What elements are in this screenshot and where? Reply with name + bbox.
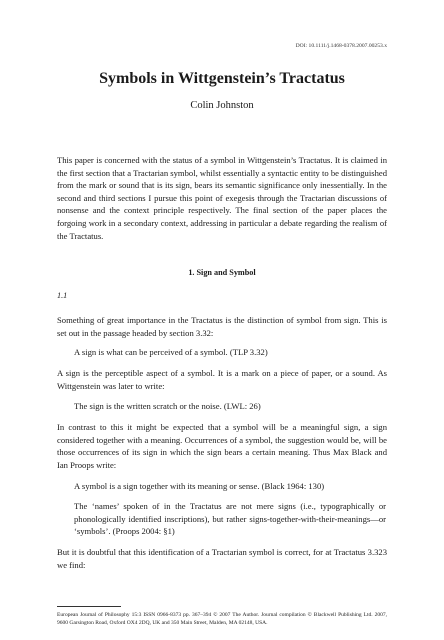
quote-3: A symbol is a sign together with its meaning or sense. (Black 1964: 130) — [74, 481, 325, 491]
abstract — [57, 154, 387, 242]
doi-line: DOI: 10.1111/j.1468-0378.2007.00253.x — [295, 43, 387, 49]
paragraph-2: A sign is the perceptible aspect of a symbol. It is a mark on a piece of paper, or a sound. As Wittgenstein was later to write: — [57, 368, 387, 391]
author-name: Colin Johnston — [190, 100, 254, 111]
quote-2: The sign is the written scratch or the noise. (LWL: 26) — [74, 401, 261, 411]
footnote-rule — [57, 606, 121, 607]
paragraph-1: Something of great importance in the Tractatus is the distinction of symbol from sign. This is set out in the passage headed by section 3.32: — [57, 315, 387, 338]
paragraph-4: But it is doubtful that this identification of a Tractarian symbol is correct, for at Tractatus 3.323 we find: — [57, 547, 387, 570]
subsection-label: 1.1 — [57, 291, 68, 300]
abstract-text: This paper is concerned with the status of a symbol in Wittgenstein’s Tractatus. It is claimed in the first section that a Tractarian symbol, whilst essentially a syntactic entity to be distinguished from the mark or sound that is its sign, bears its semantic significance only inessentially. In the second and third sections I pursue this point of exegesis through the Tractarian discussions of nonsense and the context principle respectively. The final section of the paper places the forgoing work in a secondary context, addressing in particular a debate regarding the realism of the Tractatus. — [57, 155, 387, 241]
paragraph-3: In contrast to this it might be expected that a symbol will be a meaningful sign, a sign considered together with a meaning. Occurrences of a symbol, the suggestion would be, will be those occurrences of its sign in which the sign bears a certain meaning. Thus Max Black and Ian Proops write: — [57, 422, 387, 470]
quote-4: The ‘names’ spoken of in the Tractatus are not mere signs (i.e., typographically or phonologically identified inscriptions), but rather signs-together-with-their-meanings—or ‘symbols’. (Proops 2004: §1) — [74, 501, 386, 537]
section-heading: 1. Sign and Symbol — [188, 268, 256, 277]
journal-footer: European Journal of Philosophy 15:3 ISSN 0966-8373 pp. 367–394 © 2007 The Author. Journal compilation © Blackwell Publishing Ltd. 2007, 9600 Garsington Road, Oxford OX4 2DQ, UK and 350 Main Street, Malden, MA 02148, USA. — [57, 612, 387, 626]
paper-title: Symbols in Wittgenstein’s Tractatus — [99, 70, 345, 87]
quote-1: A sign is what can be perceived of a symbol. (TLP 3.32) — [74, 347, 268, 357]
